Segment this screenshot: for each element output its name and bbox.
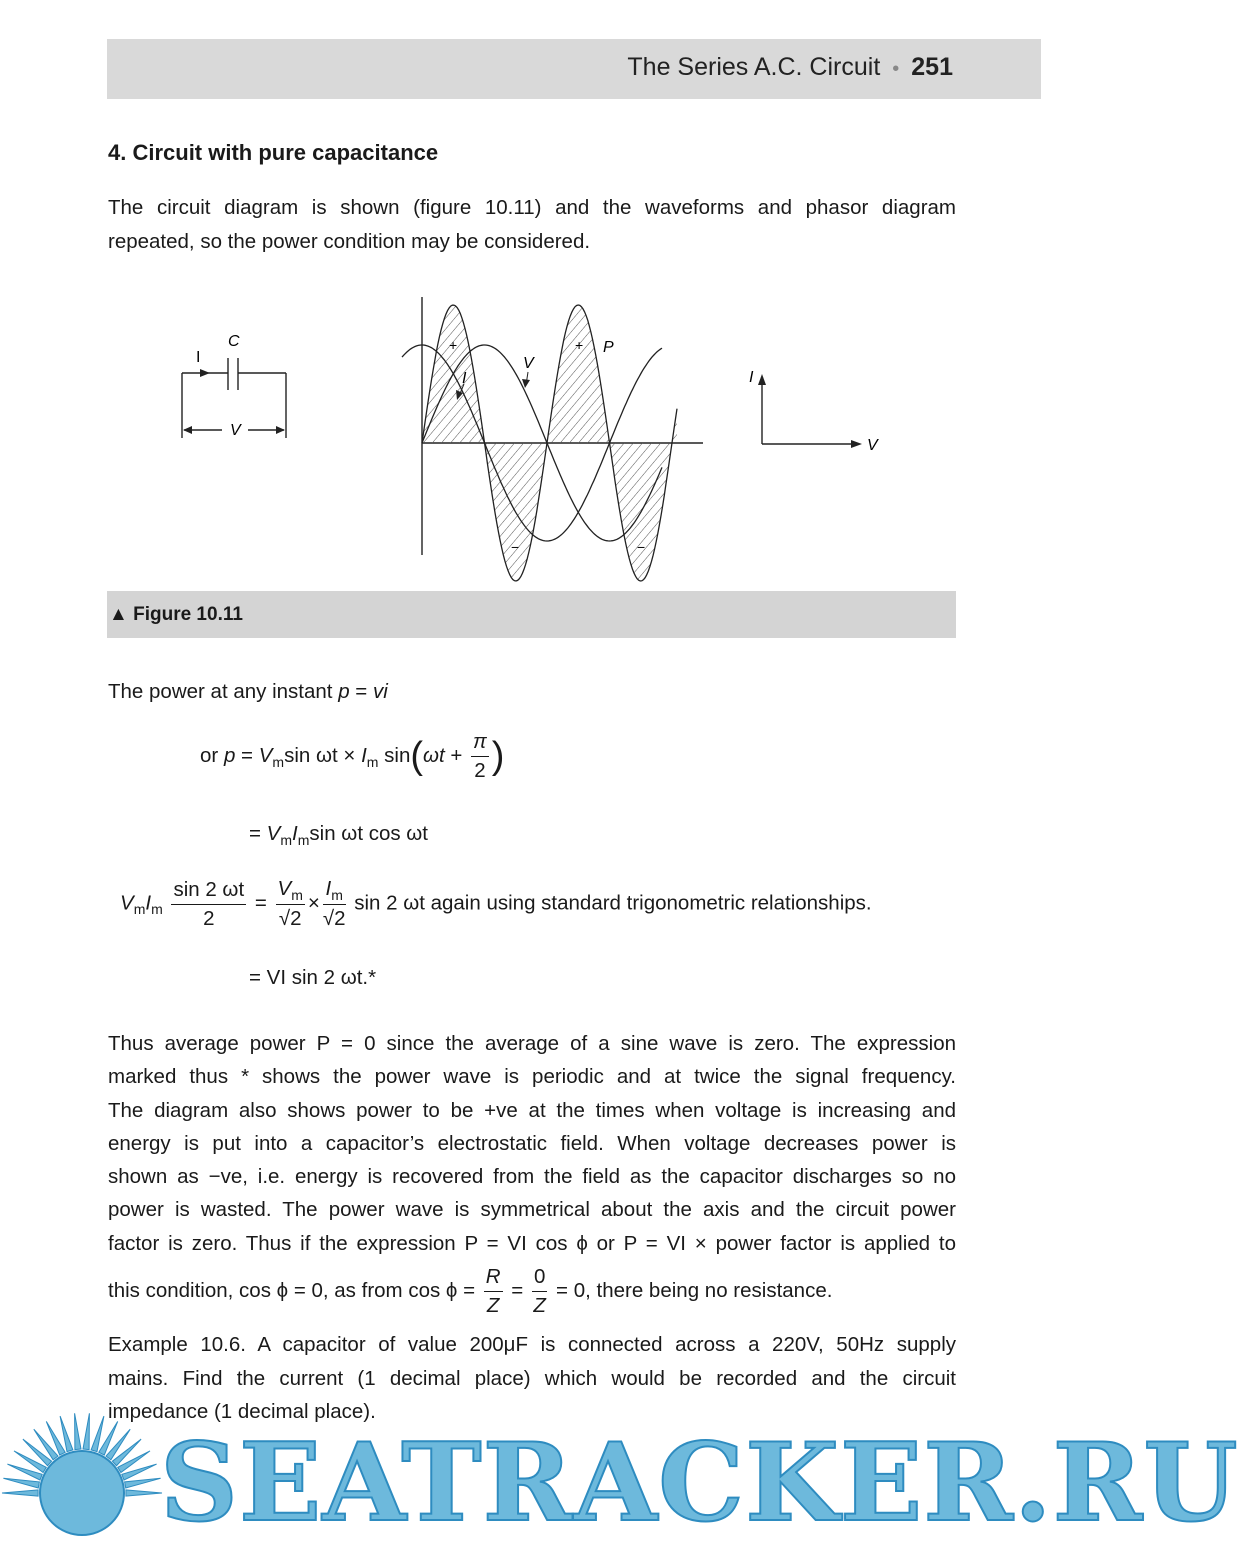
phasor-current-head — [758, 374, 766, 385]
frac-Z-2: Z — [533, 1294, 546, 1317]
wave-current-label: I — [462, 370, 467, 387]
equation-line-4: = VI sin 2 ωt.* — [249, 966, 377, 989]
equation-line-1 — [200, 730, 504, 783]
eq1-I-sub: m — [366, 753, 379, 770]
eq-intro-equals: = — [349, 680, 373, 703]
phasor-current-label: I — [749, 369, 754, 386]
phasor-voltage-head — [851, 440, 862, 448]
voltage-label: V — [230, 422, 241, 439]
eq3-two: 2 — [203, 906, 215, 930]
eq3-sin2wt: sin 2 ωt — [171, 878, 246, 905]
eq-intro-vi: vi — [372, 680, 388, 703]
sun-ray — [2, 1490, 38, 1496]
sun-ray — [125, 1478, 161, 1488]
discussion-line: shown as −ve, i.e. energy is recovered from the field as the capacitor discharges so no — [108, 1165, 956, 1189]
eq3-equals: = — [249, 891, 273, 915]
eq3-I: I — [145, 891, 152, 915]
page-number: 251 — [911, 53, 953, 81]
discussion-line: factor is zero. Thus if the expression P = VI cos ϕ or P = VI × power factor is applied to — [108, 1231, 956, 1255]
watermark-text: SEATRACKER.RU — [160, 1420, 1239, 1546]
power-minus-1: − — [511, 539, 520, 555]
equation-line-2 — [249, 822, 428, 846]
discussion-line: The diagram also shows power to be +ve at the times when voltage is increasing and — [108, 1098, 956, 1122]
sun-ray — [3, 1478, 39, 1488]
header-bullet: • — [892, 58, 900, 80]
eq1-p: p — [223, 743, 236, 767]
section-title: 4. Circuit with pure capacitance — [108, 140, 439, 165]
eq1-pi: π — [471, 730, 489, 757]
eq3-times: × — [307, 891, 320, 915]
eq2-V-sub: m — [280, 832, 293, 848]
eq1-V-sub: m — [272, 753, 285, 770]
wave-voltage-label: V — [523, 355, 534, 372]
eq3-tail: sin 2 ωt again using standard trigonometric relationships. — [348, 891, 872, 915]
eq1-paren-close: ) — [491, 735, 505, 777]
eq1-sin-wt: sin ωt — [284, 743, 338, 767]
power-plus-2: + — [575, 337, 584, 353]
intro-paragraph — [108, 191, 956, 258]
sun-ray — [23, 1439, 52, 1466]
wave-power-label: P — [603, 339, 614, 356]
power-plus-1: + — [449, 337, 458, 353]
sun-ray — [126, 1490, 162, 1496]
eq1-times: × — [337, 743, 362, 767]
eq-intro-p: p — [338, 680, 350, 703]
eq1-V: V — [258, 743, 273, 767]
eq3-frac-I: I — [325, 877, 332, 900]
eq3-fraction-3 — [323, 877, 346, 931]
eq-intro-text: The power at any instant — [108, 680, 339, 703]
eq3-fraction-2 — [276, 877, 305, 931]
circuit-diagram — [170, 320, 300, 445]
eq1-sin: sin — [378, 743, 411, 767]
sun-logo-icon — [0, 1405, 165, 1561]
caption-triangle-icon: ▲ — [109, 604, 128, 625]
sun-ray — [83, 1413, 89, 1449]
current-arrow-head — [200, 369, 210, 377]
eq1-wt: ωt — [423, 743, 445, 767]
frac-Z: Z — [486, 1294, 500, 1317]
eq2-V: V — [266, 822, 281, 845]
voltage-arrowhead-left — [183, 426, 192, 434]
phasor-voltage-label: V — [867, 437, 878, 454]
example-paragraph — [108, 1328, 956, 1429]
zero-over-z — [532, 1265, 547, 1318]
eq3-frac-V-sub: m — [291, 887, 303, 903]
eq1-two: 2 — [474, 759, 486, 782]
intro-line-1: The circuit diagram is shown (figure 10.11) and the waveforms and phasor diagram — [108, 196, 956, 219]
chapter-title: The Series A.C. Circuit — [627, 53, 881, 81]
voltage-arrowhead-right — [276, 426, 285, 434]
eq2-I-sub: m — [297, 832, 310, 848]
waveform-diagram — [405, 290, 715, 590]
frac-zero: 0 — [532, 1265, 547, 1292]
eq3-V-sub: m — [133, 901, 146, 918]
intro-line-2: repeated, so the power condition may be considered. — [108, 229, 591, 253]
eq2-equals: = — [249, 822, 267, 845]
discussion-line: Thus average power P = 0 since the average of a sine wave is zero. The expression — [108, 1032, 956, 1055]
eq3-I-sub: m — [151, 901, 163, 918]
eq1-paren-open: ( — [410, 735, 423, 777]
eq3-sqrt2-b: √2 — [322, 907, 346, 930]
r-over-z — [484, 1265, 503, 1318]
caption-text: Figure 10.11 — [133, 604, 243, 625]
power-minus-2: − — [637, 539, 646, 555]
eq1-equals: = — [235, 743, 259, 767]
discussion-paragraph — [108, 1027, 956, 1260]
sun-ray — [75, 1413, 81, 1449]
frac-R: R — [484, 1265, 503, 1292]
eq3-V: V — [120, 891, 134, 915]
discussion-last-line: this condition, cos ϕ = 0, as from cos ϕ = $\frac{R}{Z}$ = $\frac{0}{Z}$ = 0, there being no resistance. — [108, 1265, 833, 1317]
eq1-I: I — [361, 743, 367, 767]
phasor-diagram — [740, 362, 890, 462]
sun-ray — [112, 1439, 141, 1466]
eq1-fraction — [471, 730, 489, 783]
eq2-I: I — [292, 822, 298, 845]
eq3-sqrt2-a: √2 — [278, 907, 302, 930]
equation-intro — [108, 680, 388, 704]
eq3-frac-V: V — [277, 877, 292, 900]
last-line-suffix: = 0, there being no resistance. — [550, 1278, 833, 1302]
eq2-sin-cos: sin ωt cos ωt — [309, 822, 429, 845]
eq3-fraction-1 — [171, 878, 246, 931]
eq1-or: or — [200, 743, 224, 767]
discussion-line: energy is put into a capacitor’s electrostatic field. When voltage decreases power is — [108, 1131, 956, 1155]
discussion-line: power is wasted. The power wave is symmetrical about the axis and the circuit power — [108, 1198, 956, 1222]
capacitor-label: C — [228, 333, 240, 350]
figure-caption — [109, 604, 243, 626]
current-label: I — [196, 349, 201, 366]
example-line: mains. Find the current (1 decimal place) which would be recorded and the circuit — [108, 1366, 956, 1390]
eq3-frac-I-sub: m — [331, 887, 343, 903]
equation-line-3 — [120, 877, 872, 931]
example-line: impedance (1 decimal place). — [108, 1400, 376, 1423]
eq1-plus: + — [444, 743, 469, 767]
discussion-line: marked thus * shows the power wave is periodic and at twice the signal frequency. — [108, 1065, 956, 1089]
last-line-prefix: this condition, cos ϕ = 0, as from cos ϕ = — [108, 1278, 481, 1302]
example-line: Example 10.6. A capacitor of value 200μF is connected across a 220V, 50Hz supply — [108, 1333, 956, 1356]
running-header — [627, 53, 953, 82]
